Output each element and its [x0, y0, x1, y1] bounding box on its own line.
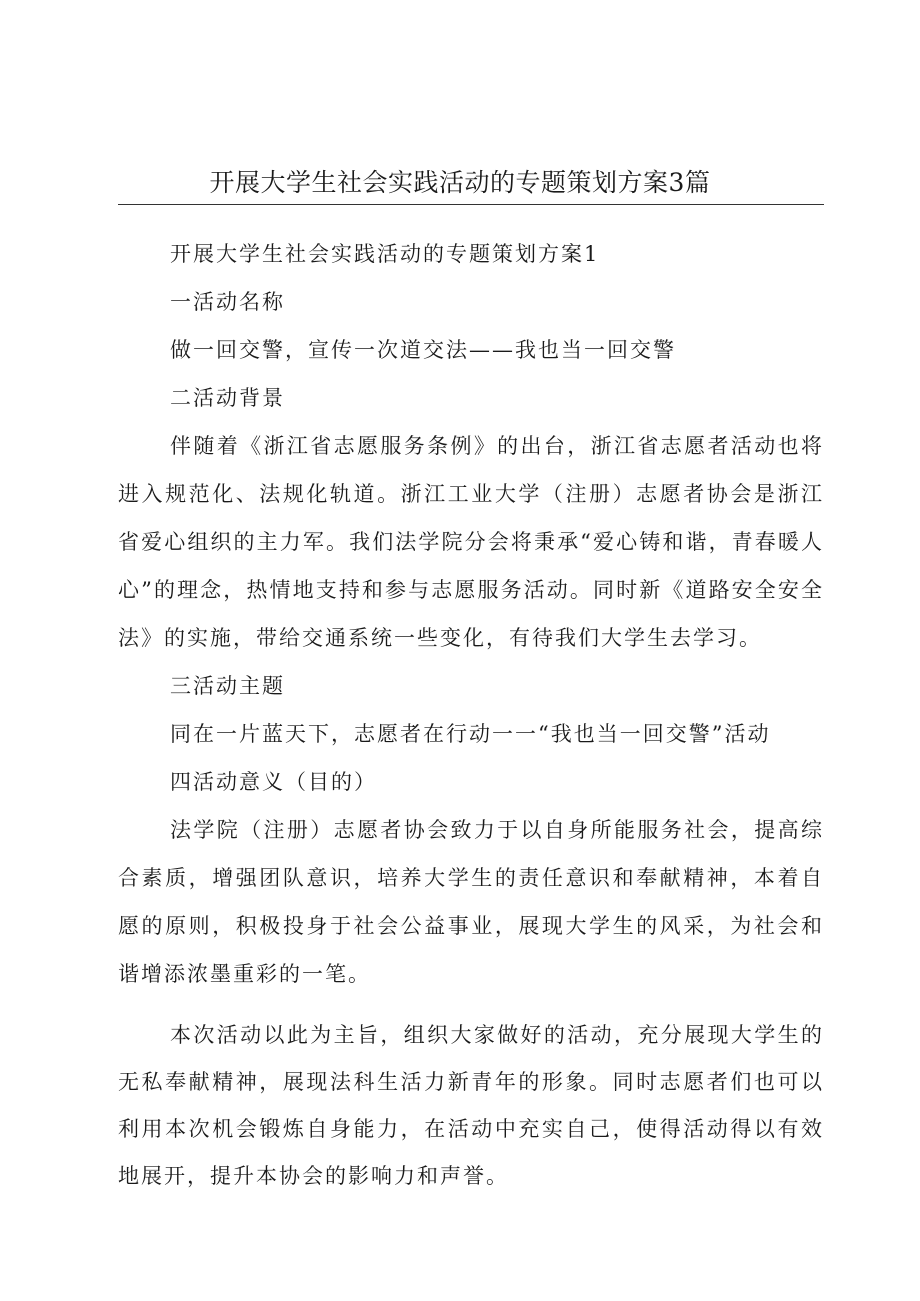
- section-heading-background: 二活动背景: [170, 386, 285, 410]
- background-paragraph: 伴随着《浙江省志愿服务条例》的出台，浙江省志愿者活动也将进入规范化、法规化轨道。浙江工业大学（注册）志愿者协会是浙江省爱心组织的主力军。我们法学院分会将秉承“爱心铸和谐，青春暖人心”的理念，热情地支持和参与志愿服务活动。同时新《道路安全安全法》的实施，带给交通系统一些变化，有待我们大学生去学习。: [118, 434, 824, 650]
- theme-text: 同在一片蓝天下，志愿者在行动一一“我也当一回交警”活动: [170, 722, 771, 746]
- meaning-paragraph-2: 本次活动以此为主旨，组织大家做好的活动，充分展现大学生的无私奉献精神，展现法科生活力新青年的形象。同时志愿者们也可以利用本次机会锻炼自身能力，在活动中充实自己，使得活动得以有效地展开，提升本协会的影响力和声誉。: [118, 1023, 824, 1188]
- section-heading-theme: 三活动主题: [170, 674, 285, 698]
- title-underline: [118, 204, 824, 205]
- plan-subtitle: 开展大学生社会实践活动的专题策划方案1: [170, 242, 600, 266]
- document-body: [118, 230, 824, 1200]
- section-heading-activity-name: 一活动名称: [170, 290, 285, 314]
- section-heading-meaning: 四活动意义（目的）: [170, 770, 377, 794]
- activity-name-text: 做一回交警，宣传一次道交法——我也当一回交警: [170, 338, 676, 362]
- document-title: 开展大学生社会实践活动的专题策划方案3篇: [209, 168, 711, 197]
- meaning-paragraph-1: 法学院（注册）志愿者协会致力于以自身所能服务社会，提高综合素质，增强团队意识，培养大学生的责任意识和奉献精神，本着自愿的原则，积极投身于社会公益事业，展现大学生的风采，为社会和谐增添浓墨重彩的一笔。: [118, 818, 824, 986]
